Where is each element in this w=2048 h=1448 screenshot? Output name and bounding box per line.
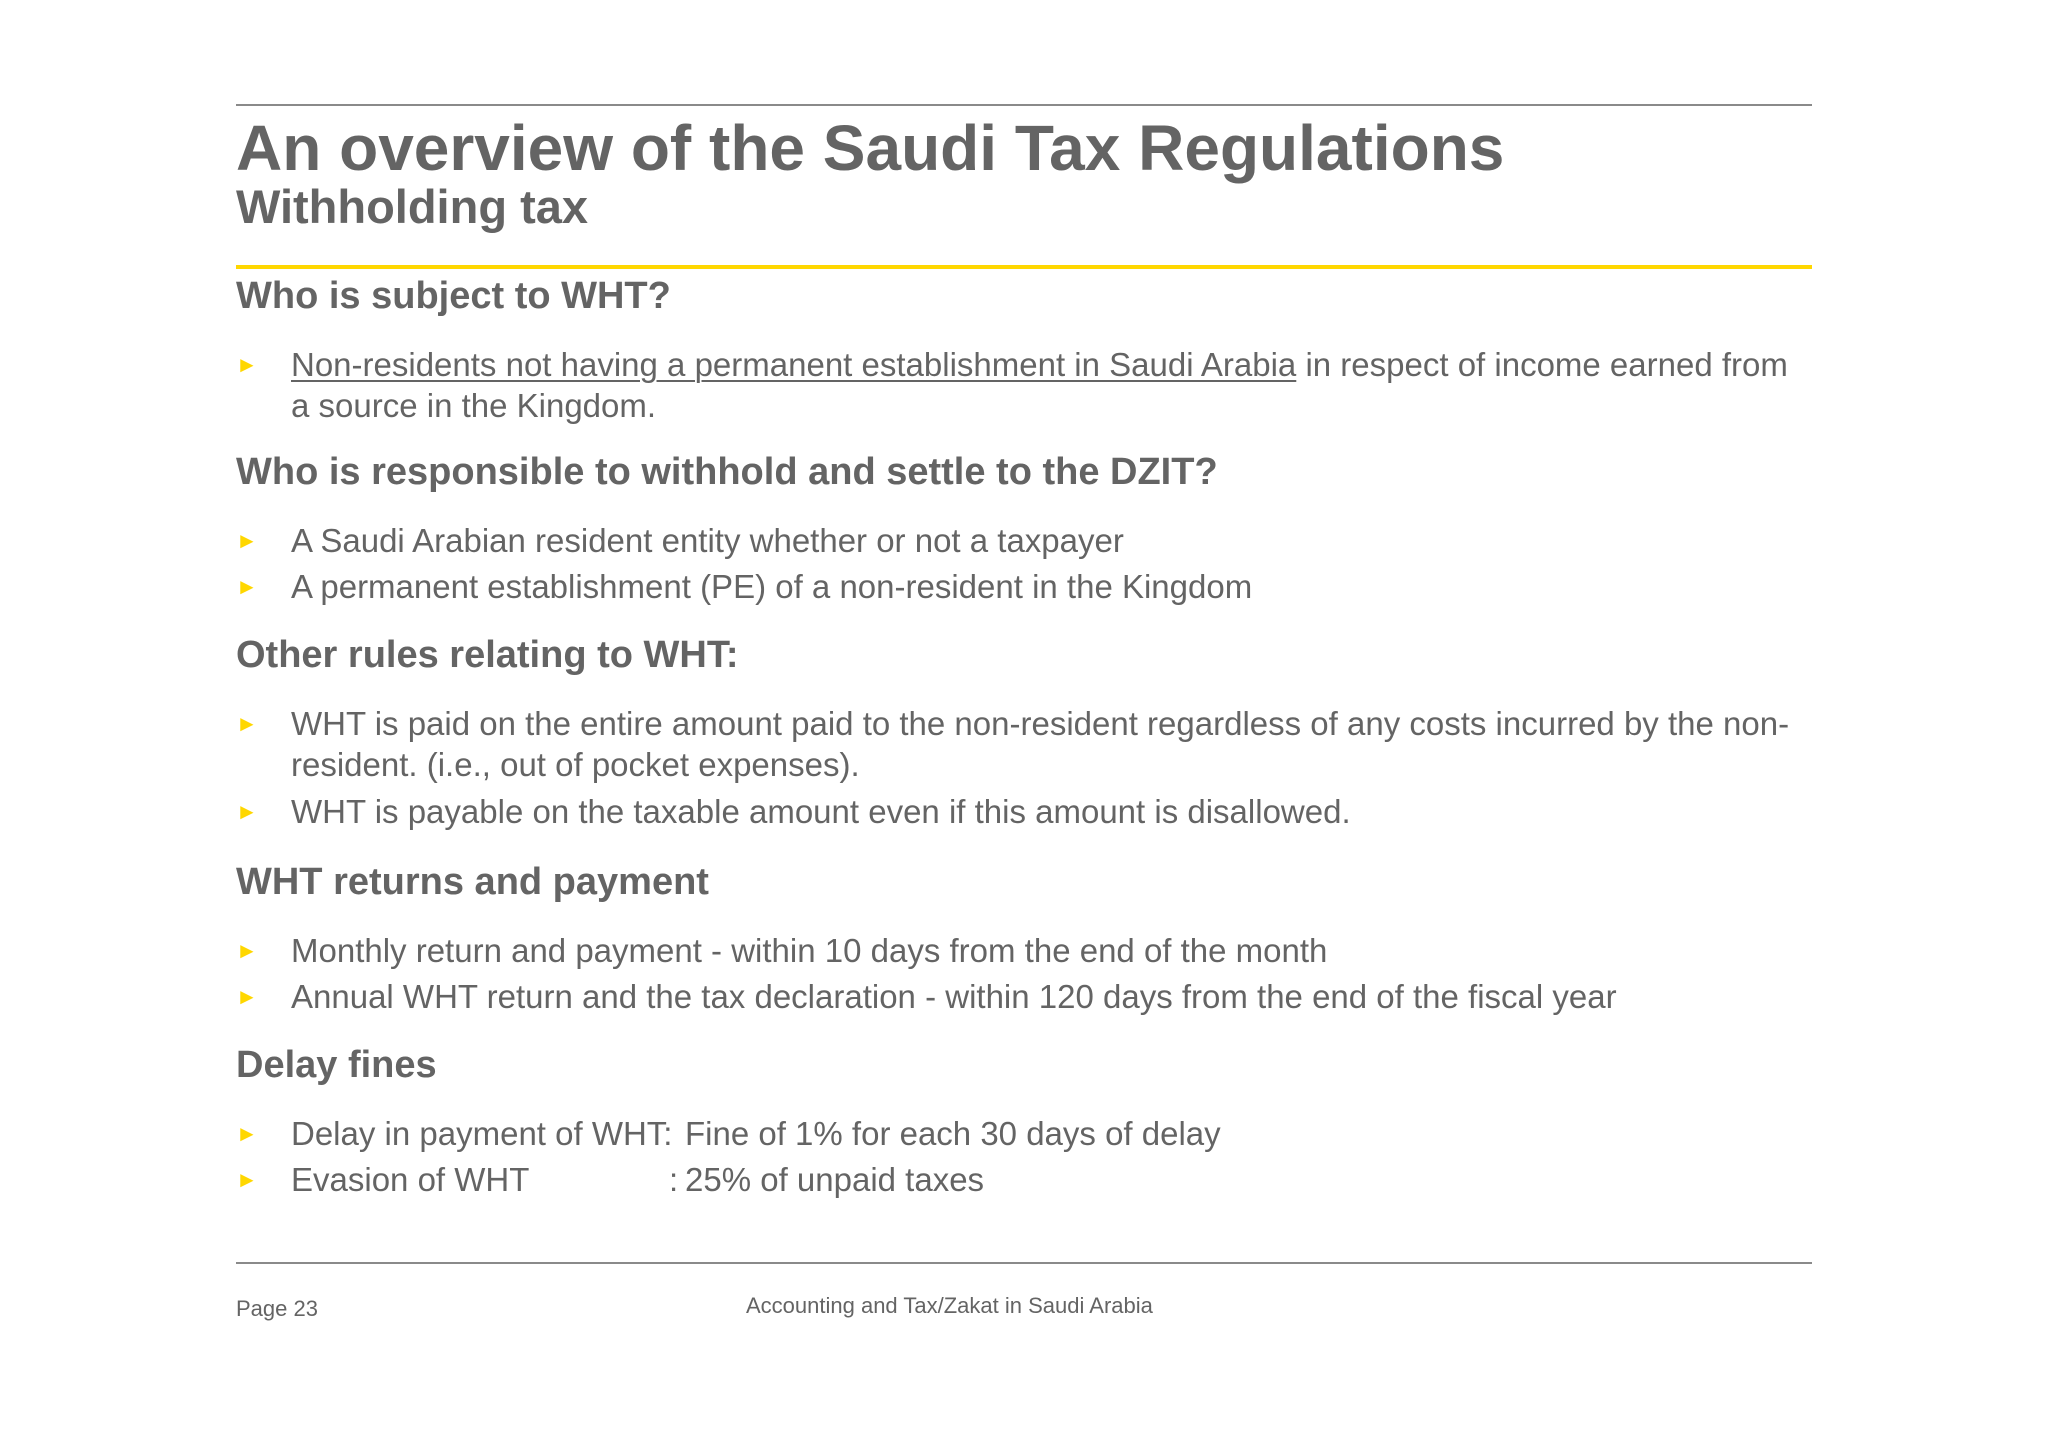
list-item bbox=[236, 791, 1812, 832]
list-item bbox=[236, 520, 1812, 561]
bullet-icon: ► bbox=[236, 799, 258, 824]
bullet-icon: ► bbox=[236, 1167, 258, 1192]
accent-rule bbox=[236, 265, 1812, 269]
bullet-list bbox=[236, 344, 1812, 426]
section-heading: Other rules relating to WHT: bbox=[236, 634, 739, 676]
fine-label-cell bbox=[291, 1159, 685, 1200]
page-title: An overview of the Saudi Tax Regulations bbox=[236, 112, 1505, 184]
fine-label: Evasion of WHT bbox=[291, 1161, 530, 1198]
top-rule bbox=[236, 104, 1812, 106]
bullet-list bbox=[236, 520, 1812, 607]
section-heading: Who is responsible to withhold and settle to the DZIT? bbox=[236, 451, 1218, 493]
bullet-list bbox=[236, 1113, 1812, 1200]
item-text: WHT is paid on the entire amount paid to the non-resident regardless of any costs incurred by the non-resident. (i.e., out of pocket expenses). bbox=[291, 705, 1790, 783]
bullet-icon: ► bbox=[236, 528, 258, 553]
bullet-icon: ► bbox=[236, 984, 258, 1009]
fine-value: 25% of unpaid taxes bbox=[685, 1161, 985, 1198]
bottom-rule bbox=[236, 1262, 1812, 1264]
page-subtitle: Withholding tax bbox=[236, 180, 589, 233]
section-heading: Who is subject to WHT? bbox=[236, 275, 671, 317]
bullet-icon: ► bbox=[236, 352, 258, 377]
bullet-icon: ► bbox=[236, 938, 258, 963]
fine-separator: : bbox=[669, 1161, 679, 1198]
item-text: A Saudi Arabian resident entity whether or not a taxpayer bbox=[291, 522, 1124, 559]
list-item bbox=[236, 1113, 1812, 1154]
bullet-list bbox=[236, 930, 1812, 1017]
list-item bbox=[236, 1159, 1812, 1200]
list-item bbox=[236, 976, 1812, 1017]
item-text: in respect of income earned from a source in the Kingdom. bbox=[291, 346, 1788, 424]
section-heading: Delay fines bbox=[236, 1044, 437, 1086]
list-item bbox=[236, 703, 1812, 785]
section-heading: WHT returns and payment bbox=[236, 861, 709, 903]
item-text: A permanent establishment (PE) of a non-resident in the Kingdom bbox=[291, 568, 1253, 605]
page-number: Page 23 bbox=[236, 1296, 318, 1321]
fine-label: Delay in payment of WHT: bbox=[291, 1115, 673, 1152]
list-item bbox=[236, 344, 1812, 426]
underlined-text: Non-residents not having a permanent establishment in Saudi Arabia bbox=[291, 346, 1297, 383]
content-body bbox=[236, 272, 1812, 1200]
fine-value: Fine of 1% for each 30 days of delay bbox=[685, 1115, 1221, 1152]
item-text: Annual WHT return and the tax declaration - within 120 days from the end of the fiscal year bbox=[291, 978, 1617, 1015]
list-item bbox=[236, 930, 1812, 971]
bullet-icon: ► bbox=[236, 711, 258, 736]
item-text: Monthly return and payment - within 10 days from the end of the month bbox=[291, 932, 1328, 969]
footer-caption: Accounting and Tax/Zakat in Saudi Arabia bbox=[746, 1293, 1153, 1318]
bullet-list bbox=[236, 703, 1812, 832]
bullet-icon: ► bbox=[236, 574, 258, 599]
item-text: WHT is payable on the taxable amount even if this amount is disallowed. bbox=[291, 793, 1351, 830]
bullet-icon: ► bbox=[236, 1121, 258, 1146]
list-item bbox=[236, 566, 1812, 607]
